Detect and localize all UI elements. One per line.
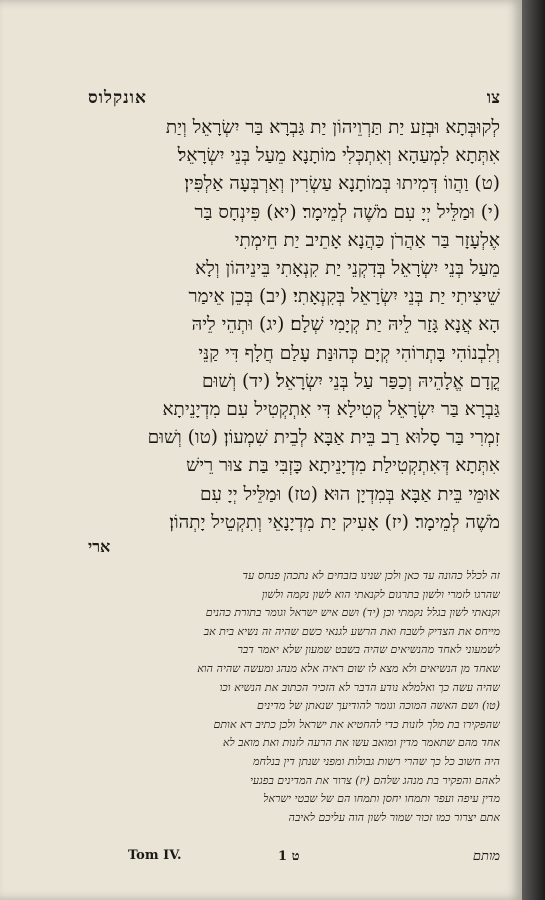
text-line: וְלִבְנוֹהִי בָּתְרוֹהִי קְיָם כְּהוּנַּת עָלַם חֲלָף דִּי קַנֵּי bbox=[198, 342, 500, 364]
page-content bbox=[88, 88, 500, 827]
targum-text bbox=[88, 114, 500, 537]
rashi-commentary bbox=[88, 567, 500, 827]
text-line: שֵׁיצִיתִי יַת בְּנֵי יִשְׂרָאֵל בְּקִנְאָתִי׃ (יב) בְּכֵן אֵימַר bbox=[188, 286, 500, 308]
text-line: הָא אֲנָא גָּזַר לֵיהּ יַת קְיָמִי שְׁלָם׃ (יג) וּתְהֵי לֵיהּ bbox=[191, 314, 500, 336]
text-line: אִתְּתָא דְּאִתְקְטִילַת מִדְיָנֵיתָא כָּזְבִּי בַּת צוּר רֵישׁ bbox=[186, 455, 500, 477]
text-line: מֵעַל בְּנֵי יִשְׂרָאֵל בְּדִקְנֵי יַת קִנְאָתִי בֵּינֵיהוֹן וְלָא bbox=[195, 258, 500, 280]
commentary-line: לשמעוני לאחד מהנשיאים שהיה בשבט שמעון שלא יאמר דבר bbox=[237, 643, 500, 657]
commentary-line: וקנאתי לשון בגלל נקמתי וכן (יד) ושם איש ישראל וגומר בתורת כהנים bbox=[205, 606, 500, 620]
text-line: (ט) וַהֲווֹ דְּמִיתוּ בְּמוֹתָנָא עַשְׂרִין וְאַרְבְּעָה אַלְפִּין׃ bbox=[184, 173, 500, 195]
commentary-line: אחד מהם שתאמר מדין ומואב עשו את הרעה לזנות ואת מואב לא bbox=[222, 736, 500, 750]
main-catchword: ארי bbox=[88, 537, 111, 557]
page-number: צו bbox=[486, 88, 500, 108]
signature-mark-hebrew: ט 1 bbox=[278, 849, 300, 864]
text-line: אֶלְעָזָר בַּר אַהֲרֹן כַּהֲנָא אָתֵיב יַת חֵימְתִי bbox=[234, 229, 500, 251]
commentary-line: לאהם והפקיר בת מנהג שלהם (יז) צרור את המדינים בפגעי bbox=[249, 773, 500, 787]
commentary-line: שהיה עשה כך ואלמלא נודע הדבר לא הזכיר הכתוב את הנשיא וכו bbox=[219, 680, 500, 694]
signature-mark-latin: Tom IV. bbox=[128, 848, 182, 863]
text-line: (י) וּמַלֵּיל יְיָ עִם מֹשֶׁה לְמֵימָר׃ (יא) פִּינְחָס בַּר bbox=[194, 201, 500, 223]
text-line: אוּמֵּי בֵּית אַבָּא בְּמִדְיָן הוּא׃ (טז) וּמַלֵּיל יְיָ עִם bbox=[199, 483, 500, 505]
commentary-line: שאחד מן הנשיאים ולא מצא לו שום ראיה אלא מנהג ומעשה שהיה הוא bbox=[197, 662, 500, 676]
commentary-line: אתם יצרור כמו זכור שמור לשון הוה עליכם לאיבה bbox=[288, 810, 500, 824]
text-line: מֹשֶׁה לְמֵימָר׃ (יז) אָעִיק יַת מִדְיָנָאֵי וְתִקְטֵיל יָתְהוֹן׃ bbox=[169, 511, 500, 533]
page-footer bbox=[88, 848, 500, 870]
text-line: אִתְּתָא לִמְעַהָא וְאִתְכְּלִי מוֹתָנָא מֵעַל בְּנֵי יִשְׂרָאֵל׃ bbox=[177, 145, 500, 167]
commentary-line: מייחס את הצדיק לשבח ואת הרשע לגנאי כשם שהיה זה נשיא בית אב bbox=[203, 624, 500, 638]
running-title: אונקלוס bbox=[88, 88, 147, 108]
commentary-line: שהרגו לזמרי ולשון בתרגום לקנאתי הוא לשון נקמה ולשון bbox=[261, 587, 500, 601]
commentary-line: מדין עיפה ועפר ותמחו יחסן ותמחו הם של שבטי ישראל bbox=[263, 792, 500, 806]
footer-catchword: מותם bbox=[472, 849, 500, 864]
commentary-line: (טו) ושם האשה המוכה וגומר להודיעך שנאתן של מדינים bbox=[257, 699, 500, 713]
running-header bbox=[88, 88, 500, 108]
text-line: זִמְרִי בַּר סָלוּא רַב בֵּית אַבָּא לְבֵית שִׁמְעוֹן׃ (טו) וְשׁוּם bbox=[147, 427, 500, 449]
commentary-line: זה לכלל כהונה עד כאן ולכן שנינו בזבחים לא נתכהן פנחס עד bbox=[242, 569, 500, 583]
text-line: גַּבְרָא בַּר יִשְׂרָאֵל קְטִילָא דִּי אִתְקְטִיל עִם מִדְיָנֵיתָא bbox=[162, 399, 500, 421]
text-line: לְקוּבְּתָא וּבְזַע יַת תַּרְוֵיהוֹן יַת גַּבְרָא בַּר יִשְׂרָאֵל וְיַת bbox=[165, 117, 500, 138]
commentary-line: שהפקירו בת מלך לזנות כדי להחטיא את ישראל ולכן כתיב רא אותם bbox=[213, 717, 500, 731]
commentary-line: היה חשוב כל כך שהרי רשות גבולות ומפני שנתן דין בנלחמ bbox=[253, 754, 500, 768]
text-line: קֳדָם אֱלָהֵיהּ וְכַפַּר עַל בְּנֵי יִשְׂרָאֵל׃ (יד) וְשׁוּם bbox=[202, 370, 500, 392]
